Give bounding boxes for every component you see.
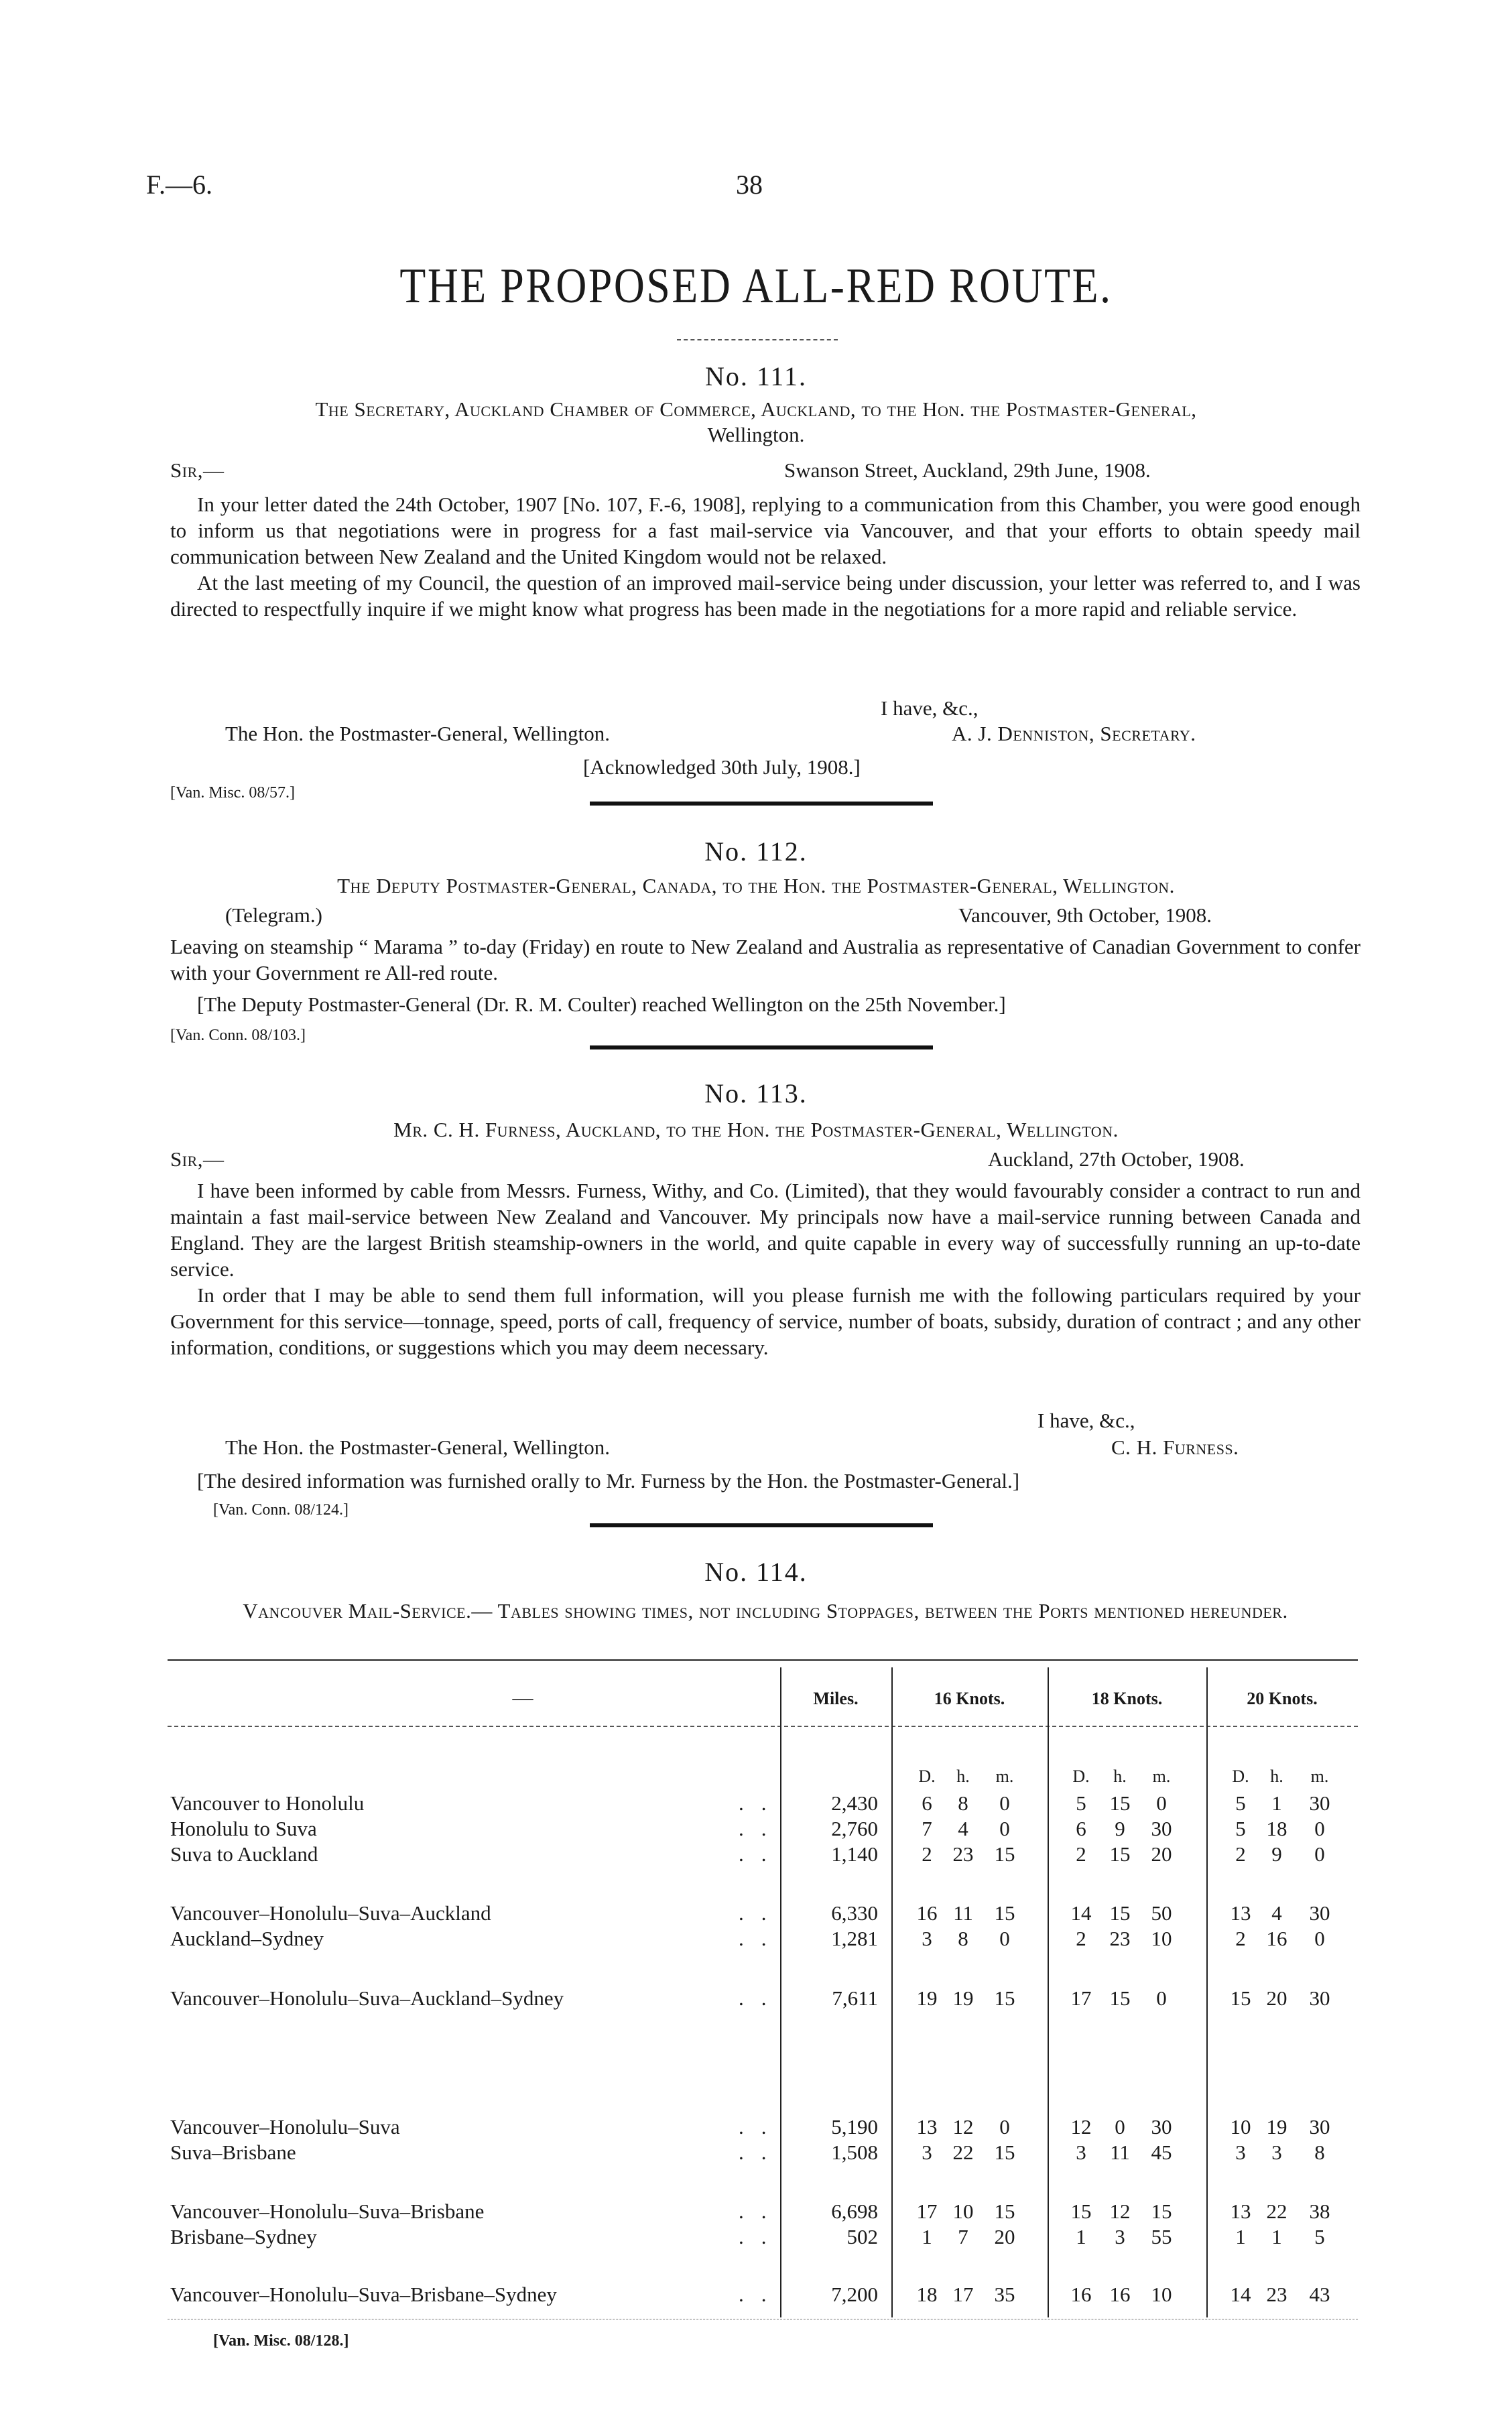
k20-value-minutes: 0 xyxy=(1314,1817,1325,1840)
unit-header-k18-0: D. xyxy=(1072,1767,1090,1786)
k18-value-minutes: 30 xyxy=(1151,2115,1172,2139)
k18-value-minutes: 0 xyxy=(1156,1791,1167,1815)
k18-value-hours: 16 xyxy=(1109,2283,1131,2306)
k20-value-minutes: 43 xyxy=(1309,2283,1330,2306)
route-name: Suva to Auckland xyxy=(170,1842,318,1866)
k18-value-hours: 3 xyxy=(1115,2225,1125,2248)
k16-value-hours: 11 xyxy=(953,1901,973,1925)
header-16-knots: 16 Knots. xyxy=(934,1689,1005,1708)
k20-value-minutes: 0 xyxy=(1314,1842,1325,1866)
k16-value-days: 6 xyxy=(922,1791,932,1815)
no113-reference: [Van. Conn. 08/124.] xyxy=(213,1501,349,1519)
k16-value-hours: 23 xyxy=(952,1842,974,1866)
route-name: Vancouver–Honolulu–Suva–Brisbane xyxy=(170,2200,485,2223)
k18-value-days: 2 xyxy=(1076,1927,1086,1950)
no112-place-date: Vancouver, 9th October, 1908. xyxy=(958,903,1212,927)
k16-value-days: 2 xyxy=(922,1842,932,1866)
no113-paragraph-2: In order that I may be able to send them full information, will you please furnish me with the following particulars required by your Government for this service—tonnage, speed, ports of call, frequency of service, number of boats, subsidy, duration of contract ; and any other information, conditions, or suggestions which you may deem necessary. xyxy=(170,1283,1361,1359)
unit-header-k18-1: h. xyxy=(1113,1767,1127,1786)
k16-value-hours: 12 xyxy=(952,2115,974,2139)
k20-value-minutes: 5 xyxy=(1314,2225,1325,2248)
no112-reference: [Van. Conn. 08/103.] xyxy=(170,1027,306,1044)
k20-value-days: 5 xyxy=(1235,1817,1246,1840)
k20-value-days: 10 xyxy=(1230,2115,1251,2139)
miles-value: 1,508 xyxy=(831,2141,878,2164)
no112-note: [The Deputy Postmaster-General (Dr. R. M. Coulter) reached Wellington on the 25th November.] xyxy=(197,993,1006,1016)
dot-leader: .. xyxy=(739,1817,784,1840)
no111-signature: A. J. Denniston, Secretary. xyxy=(952,722,1196,745)
k16-value-days: 1 xyxy=(922,2225,932,2248)
k20-value-days: 15 xyxy=(1230,1986,1251,2010)
no113-note: [The desired information was furnished orally to Mr. Furness by the Hon. the Postmaster-General.] xyxy=(197,1469,1020,1492)
col-divider-16 xyxy=(891,1667,893,2317)
no111-reference: [Van. Misc. 08/57.] xyxy=(170,784,295,802)
page-number: 38 xyxy=(736,170,763,200)
no113-salutation: Sir,— xyxy=(170,1147,225,1171)
title-divider xyxy=(677,339,838,340)
dot-leader: .. xyxy=(739,2283,784,2306)
k16-value-hours: 17 xyxy=(952,2283,974,2306)
header-18-knots: 18 Knots. xyxy=(1091,1689,1163,1708)
dot-leader: .. xyxy=(739,1842,784,1866)
no112-heading: No. 112. xyxy=(704,836,808,867)
header-miles: Miles. xyxy=(813,1689,859,1708)
k18-value-hours: 11 xyxy=(1110,2141,1130,2164)
no114-caption: Vancouver Mail-Service.— Tables showing times, not including Stoppages, between the Ports mentioned hereunder. xyxy=(243,1599,1288,1622)
no113-closing: I have, &c., xyxy=(1037,1409,1135,1432)
k20-value-hours: 4 xyxy=(1271,1901,1282,1925)
k18-value-minutes: 45 xyxy=(1151,2141,1172,2164)
k16-value-minutes: 15 xyxy=(994,1986,1015,2010)
route-name: Vancouver to Honolulu xyxy=(170,1791,365,1815)
k16-value-minutes: 15 xyxy=(994,1901,1015,1925)
miles-value: 502 xyxy=(846,2225,878,2248)
k18-value-hours: 15 xyxy=(1109,1842,1131,1866)
k16-value-hours: 4 xyxy=(958,1817,968,1840)
col-divider-20 xyxy=(1206,1667,1208,2317)
k20-value-days: 2 xyxy=(1235,1842,1246,1866)
k18-value-days: 3 xyxy=(1076,2141,1086,2164)
k16-value-days: 7 xyxy=(922,1817,932,1840)
k20-value-hours: 18 xyxy=(1266,1817,1287,1840)
no111-address: Swanson Street, Auckland, 29th June, 1908. xyxy=(784,458,1151,482)
k18-value-hours: 0 xyxy=(1115,2115,1125,2139)
dot-leader: .. xyxy=(739,1791,784,1815)
no113-body xyxy=(170,1177,1361,1360)
no112-divider xyxy=(590,1045,933,1049)
k18-value-days: 14 xyxy=(1070,1901,1092,1925)
k20-value-minutes: 30 xyxy=(1309,1901,1330,1925)
no111-addressee: The Hon. the Postmaster-General, Wellington. xyxy=(225,722,610,745)
k18-value-minutes: 20 xyxy=(1151,1842,1172,1866)
k16-value-days: 16 xyxy=(916,1901,938,1925)
k20-value-days: 3 xyxy=(1235,2141,1246,2164)
k20-value-hours: 1 xyxy=(1271,2225,1282,2248)
k20-value-minutes: 30 xyxy=(1309,2115,1330,2139)
no111-closing: I have, &c., xyxy=(881,696,979,720)
k16-value-days: 3 xyxy=(922,2141,932,2164)
k18-value-hours: 9 xyxy=(1115,1817,1125,1840)
dot-leader: .. xyxy=(739,1901,784,1925)
miles-value: 6,698 xyxy=(831,2200,878,2223)
k18-value-hours: 15 xyxy=(1109,1791,1131,1815)
route-name: Vancouver–Honolulu–Suva–Brisbane–Sydney xyxy=(170,2283,557,2306)
k16-value-minutes: 35 xyxy=(994,2283,1015,2306)
k18-value-days: 5 xyxy=(1076,1791,1086,1815)
no111-salutation: Sir,— xyxy=(170,458,225,482)
k18-value-minutes: 15 xyxy=(1151,2200,1172,2223)
route-name: Brisbane–Sydney xyxy=(170,2225,317,2248)
header-route: — xyxy=(512,1685,533,1709)
route-name: Vancouver–Honolulu–Suva–Auckland xyxy=(170,1901,491,1925)
unit-header-k16-2: m. xyxy=(995,1767,1014,1786)
k18-value-days: 12 xyxy=(1070,2115,1092,2139)
k20-value-hours: 22 xyxy=(1266,2200,1287,2223)
no114-heading: No. 114. xyxy=(704,1557,808,1587)
k18-value-hours: 23 xyxy=(1109,1927,1131,1950)
k18-value-days: 1 xyxy=(1076,2225,1086,2248)
no111-body xyxy=(170,491,1361,622)
k16-value-days: 18 xyxy=(916,2283,938,2306)
no113-paragraph-1: I have been informed by cable from Messrs. Furness, Withy, and Co. (Limited), that they would favourably consider a contract to run and maintain a fast mail-service between New Zealand and Vancouver. My principals now have a mail-service running between Canada and England. They are the largest British steamship-owners in the world, and quite capable in every way of successfully running an up-to-date service. xyxy=(170,1179,1361,1281)
no113-divider xyxy=(590,1523,933,1527)
no113-addressee: The Hon. the Postmaster-General, Wellington. xyxy=(225,1436,610,1459)
route-name: Honolulu to Suva xyxy=(170,1817,317,1840)
miles-value: 5,190 xyxy=(831,2115,878,2139)
no111-divider xyxy=(590,802,933,806)
k16-value-hours: 7 xyxy=(958,2225,968,2248)
k16-value-days: 13 xyxy=(916,2115,938,2139)
unit-header-k20-2: m. xyxy=(1310,1767,1329,1786)
k16-value-minutes: 0 xyxy=(999,1817,1010,1840)
no111-paragraph-1: In your letter dated the 24th October, 1907 [No. 107, F.-6, 1908], replying to a communication from this Chamber, you were good enough to inform us that negotiations were in progress for a fast mail-service via Vancouver, and that your efforts to obtain speedy mail communication between New Zealand and the United Kingdom would not be relaxed. xyxy=(170,493,1361,568)
k18-value-minutes: 55 xyxy=(1151,2225,1172,2248)
k16-value-minutes: 15 xyxy=(994,1842,1015,1866)
no111-acknowledged: [Acknowledged 30th July, 1908.] xyxy=(583,755,861,779)
no111-from-line: The Secretary, Auckland Chamber of Commerce, Auckland, to the Hon. the Postmaster-General, xyxy=(315,397,1197,421)
no113-signature: C. H. Furness. xyxy=(1111,1436,1239,1459)
unit-header-k20-0: D. xyxy=(1232,1767,1249,1786)
miles-value: 2,760 xyxy=(831,1817,878,1840)
miles-value: 2,430 xyxy=(831,1791,878,1815)
k16-value-hours: 10 xyxy=(952,2200,974,2223)
no113-place-date: Auckland, 27th October, 1908. xyxy=(988,1147,1245,1171)
dot-leader: .. xyxy=(739,1927,784,1950)
route-name: Vancouver–Honolulu–Suva–Auckland–Sydney xyxy=(170,1986,564,2010)
k18-value-hours: 15 xyxy=(1109,1901,1131,1925)
dot-leader: .. xyxy=(739,2225,784,2248)
k16-value-days: 17 xyxy=(916,2200,938,2223)
dot-leader: .. xyxy=(739,2115,784,2139)
k18-value-days: 17 xyxy=(1070,1986,1092,2010)
k18-value-days: 2 xyxy=(1076,1842,1086,1866)
k18-value-days: 15 xyxy=(1070,2200,1092,2223)
k20-value-days: 2 xyxy=(1235,1927,1246,1950)
k20-value-days: 14 xyxy=(1230,2283,1251,2306)
miles-value: 6,330 xyxy=(831,1901,878,1925)
page-title: THE PROPOSED ALL-RED ROUTE. xyxy=(399,259,1113,314)
k16-value-minutes: 20 xyxy=(994,2225,1015,2248)
k16-value-days: 3 xyxy=(922,1927,932,1950)
unit-header-k16-0: D. xyxy=(918,1767,936,1786)
k20-value-minutes: 38 xyxy=(1309,2200,1330,2223)
no114-caption-block xyxy=(170,1598,1361,1624)
k16-value-minutes: 15 xyxy=(994,2200,1015,2223)
miles-value: 7,200 xyxy=(831,2283,878,2306)
no112-telegram: (Telegram.) xyxy=(225,903,322,927)
dot-leader: .. xyxy=(739,2141,784,2164)
k16-value-minutes: 0 xyxy=(999,1927,1010,1950)
k16-value-hours: 22 xyxy=(952,2141,974,2164)
no113-heading: No. 113. xyxy=(704,1078,808,1108)
k16-value-minutes: 15 xyxy=(994,2141,1015,2164)
k16-value-hours: 19 xyxy=(952,1986,974,2010)
no114-reference: [Van. Misc. 08/128.] xyxy=(213,2332,349,2350)
k16-value-days: 19 xyxy=(916,1986,938,2010)
k20-value-minutes: 30 xyxy=(1309,1986,1330,2010)
route-name: Auckland–Sydney xyxy=(170,1927,324,1950)
header-20-knots: 20 Knots. xyxy=(1247,1689,1318,1708)
k20-value-hours: 3 xyxy=(1271,2141,1282,2164)
k18-value-minutes: 50 xyxy=(1151,1901,1172,1925)
no111-from-line-2: Wellington. xyxy=(707,423,805,446)
miles-value: 7,611 xyxy=(832,1986,878,2010)
k16-value-hours: 8 xyxy=(958,1927,968,1950)
miles-value: 1,140 xyxy=(831,1842,878,1866)
route-name: Suva–Brisbane xyxy=(170,2141,296,2164)
no111-paragraph-2: At the last meeting of my Council, the question of an improved mail-service being under discussion, your letter was referred to, and I was directed to respectfully inquire if we might know what progress has been made in the negotiations for a more rapid and reliable service. xyxy=(170,571,1361,621)
route-name: Vancouver–Honolulu–Suva xyxy=(170,2115,400,2139)
k18-value-days: 16 xyxy=(1070,2283,1092,2306)
dot-leader: .. xyxy=(739,2200,784,2223)
k18-value-hours: 15 xyxy=(1109,1986,1131,2010)
k20-value-hours: 9 xyxy=(1271,1842,1282,1866)
miles-value: 1,281 xyxy=(831,1927,878,1950)
unit-header-k16-1: h. xyxy=(956,1767,970,1786)
k18-value-minutes: 10 xyxy=(1151,2283,1172,2306)
k18-value-hours: 12 xyxy=(1109,2200,1131,2223)
k20-value-minutes: 0 xyxy=(1314,1927,1325,1950)
k20-value-minutes: 30 xyxy=(1309,1791,1330,1815)
k18-value-minutes: 30 xyxy=(1151,1817,1172,1840)
k20-value-days: 5 xyxy=(1235,1791,1246,1815)
document-code: F.—6. xyxy=(146,170,213,200)
k20-value-days: 1 xyxy=(1235,2225,1246,2248)
k16-value-minutes: 0 xyxy=(999,1791,1010,1815)
k20-value-hours: 19 xyxy=(1266,2115,1287,2139)
col-divider-18 xyxy=(1048,1667,1049,2317)
no112-message: Leaving on steamship “ Marama ” to-day (Friday) en route to New Zealand and Australia as representative of Canadian Government to confer with your Government re All-red route. xyxy=(170,935,1361,984)
k16-value-minutes: 0 xyxy=(999,2115,1010,2139)
unit-header-k20-1: h. xyxy=(1270,1767,1283,1786)
k18-value-minutes: 0 xyxy=(1156,1986,1167,2010)
k20-value-hours: 16 xyxy=(1266,1927,1287,1950)
k18-value-minutes: 10 xyxy=(1151,1927,1172,1950)
k20-value-hours: 20 xyxy=(1266,1986,1287,2010)
k16-value-hours: 8 xyxy=(958,1791,968,1815)
k20-value-minutes: 8 xyxy=(1314,2141,1325,2164)
k20-value-hours: 1 xyxy=(1271,1791,1282,1815)
k18-value-days: 6 xyxy=(1076,1817,1086,1840)
unit-header-k18-2: m. xyxy=(1152,1767,1171,1786)
k20-value-days: 13 xyxy=(1230,1901,1251,1925)
no112-from-line: The Deputy Postmaster-General, Canada, to the Hon. the Postmaster-General, Wellington. xyxy=(337,874,1175,897)
table-top-rule xyxy=(168,1659,1358,1661)
no112-body xyxy=(170,934,1361,986)
dot-leader: .. xyxy=(739,1986,784,2010)
table-header-rule xyxy=(168,1726,1358,1727)
no113-from-line: Mr. C. H. Furness, Auckland, to the Hon. the Postmaster-General, Wellington. xyxy=(393,1118,1119,1141)
k20-value-hours: 23 xyxy=(1266,2283,1287,2306)
no111-heading: No. 111. xyxy=(705,361,807,391)
k20-value-days: 13 xyxy=(1230,2200,1251,2223)
